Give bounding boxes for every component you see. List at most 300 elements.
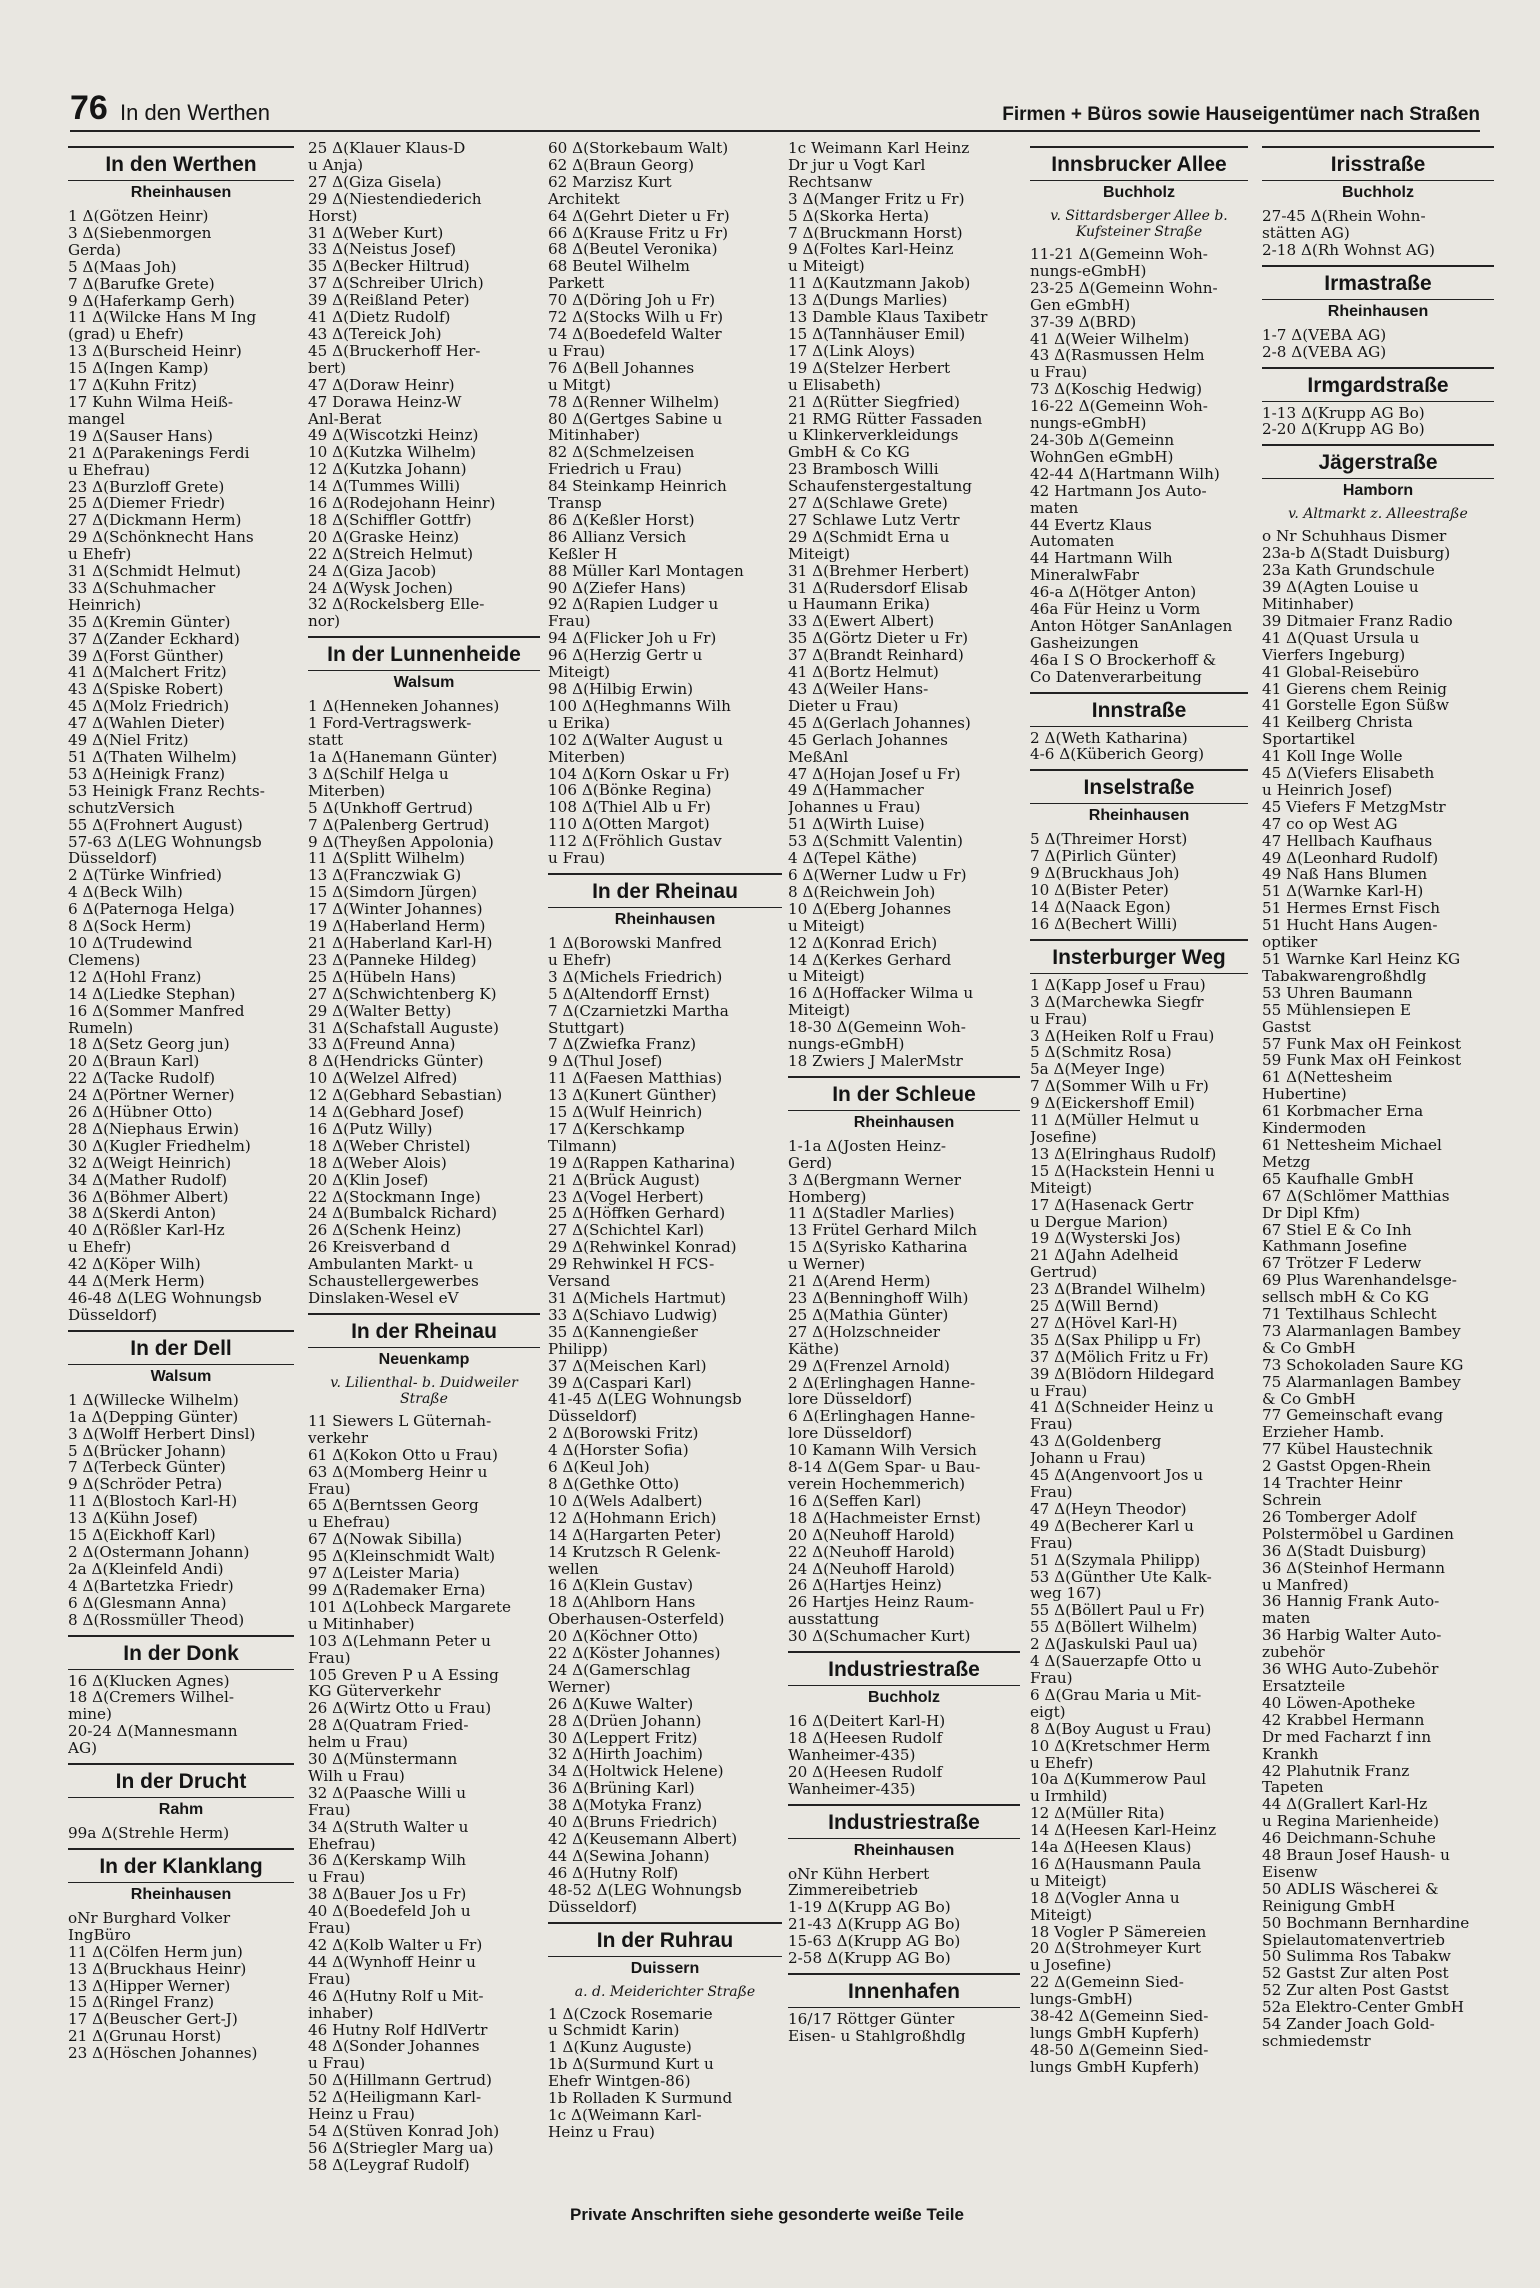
address-entry: 40 Löwen-Apotheke bbox=[1262, 1694, 1416, 1712]
address-entry: 2 Δ(Borowski Fritz) bbox=[548, 1425, 699, 1443]
address-entry: 108 Δ(Thiel Alb u Fr) bbox=[548, 799, 711, 817]
address-entry: 23 Brambosch Willi bbox=[788, 461, 939, 479]
address-entry: Sportartikel bbox=[1262, 731, 1355, 749]
address-entry: 29 Δ(Walter Betty) bbox=[308, 1002, 452, 1020]
address-entry: 95 Δ(Kleinschmidt Walt) bbox=[308, 1548, 496, 1566]
address-entry: Dr med Facharzt f inn bbox=[1262, 1728, 1432, 1746]
address-entry: 47 Dorawa Heinz-W bbox=[308, 393, 462, 411]
address-entry: u Manfred) bbox=[1262, 1576, 1349, 1594]
address-entry: 1 Δ(Willecke Wilhelm) bbox=[68, 1391, 239, 1409]
address-entry: 29 Δ(Schmidt Erna u bbox=[788, 528, 950, 546]
address-entry: 36 Harbig Walter Auto- bbox=[1262, 1627, 1442, 1645]
address-entry: 10 Δ(Kretschmer Herm bbox=[1030, 1737, 1211, 1755]
address-entry: Philipp) bbox=[548, 1340, 608, 1358]
address-entry: 11 Δ(Stadler Marlies) bbox=[788, 1205, 955, 1223]
address-entry: 47 Hellbach Kaufhaus bbox=[1262, 832, 1433, 850]
address-entry: nungs-eGmbH) bbox=[1030, 415, 1147, 432]
address-entry: Krankh bbox=[1262, 1745, 1319, 1763]
address-entry: 18 Δ(Weber Alois) bbox=[308, 1154, 447, 1172]
address-entry: 32 Δ(Paasche Willi u bbox=[308, 1784, 466, 1802]
address-entry: 27 Δ(Dickmann Herm) bbox=[68, 512, 242, 530]
address-entry: 25 Δ(Will Bernd) bbox=[1030, 1298, 1159, 1315]
address-entry: Metzg bbox=[1262, 1153, 1311, 1171]
address-entry: 18 Δ(Cremers Wilhel- bbox=[68, 1689, 235, 1707]
address-entry: 55 Mühlensiepen E bbox=[1262, 1001, 1411, 1019]
address-entry: 18 Δ(Weber Christel) bbox=[308, 1137, 471, 1155]
address-entry: 22 Δ(Neuhoff Harold) bbox=[788, 1543, 955, 1561]
address-entry: 39 Δ(Agten Louise u bbox=[1262, 579, 1419, 596]
address-entry: Frau) bbox=[1030, 1534, 1073, 1552]
address-entry: 5a Δ(Meyer Inge) bbox=[1030, 1061, 1166, 1079]
address-entry: 27 Δ(Giza Gisela) bbox=[308, 173, 442, 191]
address-entry: 3 Δ(Bergmann Werner bbox=[788, 1171, 962, 1189]
address-entry: 13 Δ(Kunert Günther) bbox=[548, 1087, 717, 1105]
address-entry: 5 Δ(Schmitz Rosa) bbox=[1030, 1044, 1172, 1062]
address-entry: 51 Δ(Wirth Luise) bbox=[788, 816, 925, 834]
address-entry: u Frau) bbox=[548, 850, 606, 867]
address-entry: 6 Δ(Keul Joh) bbox=[548, 1459, 650, 1476]
address-entry: 23a Kath Grundschule bbox=[1262, 562, 1435, 580]
address-entry: Reinigung GmbH bbox=[1262, 1897, 1396, 1915]
address-entry: inhaber) bbox=[308, 2004, 374, 2022]
address-entry: 28 Δ(Drüen Johann) bbox=[548, 1712, 702, 1730]
address-entry: 97 Δ(Leister Maria) bbox=[308, 1565, 460, 1582]
address-entry: nungs-eGmbH) bbox=[788, 1036, 905, 1053]
address-entry: 16 Δ(Rodejohann Heinr) bbox=[308, 495, 496, 512]
address-entry: u Miteigt) bbox=[788, 917, 865, 935]
address-entry: 43 Δ(Goldenberg bbox=[1030, 1433, 1162, 1451]
address-entry: Gertrud) bbox=[1030, 1264, 1098, 1282]
address-entry: Automaten bbox=[1030, 533, 1115, 551]
address-entry: 50 Sulimma Ros Tabakw bbox=[1262, 1948, 1451, 1966]
address-entry: 9 Δ(Bruckhaus Joh) bbox=[1030, 865, 1180, 883]
address-entry: 45 Δ(Molz Friedrich) bbox=[68, 698, 230, 716]
address-entry: 10 Δ(Kutzka Wilhelm) bbox=[308, 444, 477, 462]
address-entry: 35 Δ(Becker Hiltrud) bbox=[308, 258, 470, 276]
address-entry: u Ehefrau) bbox=[308, 1514, 391, 1532]
address-entry: 36 WHG Auto-Zubehör bbox=[1262, 1661, 1439, 1678]
address-entry: Anton Hötger SanAnlagen bbox=[1030, 617, 1233, 635]
address-entry: 73 Schokoladen Saure KG bbox=[1262, 1356, 1464, 1374]
address-entry: zubehör bbox=[1262, 1644, 1325, 1662]
address-entry: u Miteigt) bbox=[1030, 1872, 1107, 1890]
address-entry: 31 Δ(Schafstall Auguste) bbox=[308, 1019, 499, 1037]
address-entry: 6 Δ(Werner Ludw u Fr) bbox=[788, 866, 967, 884]
address-entry: 6 Δ(Grau Maria u Mit- bbox=[1030, 1686, 1202, 1704]
address-entry: 99a Δ(Strehle Herm) bbox=[68, 1825, 230, 1842]
address-entry: 16 Δ(Putz Willy) bbox=[308, 1120, 433, 1138]
address-entry: Schaustellergewerbes bbox=[308, 1273, 479, 1290]
address-entry: 41 Gierens chem Reinig bbox=[1262, 680, 1447, 698]
address-entry: 15 Δ(Tannhäuser Emil) bbox=[788, 325, 966, 343]
address-entry: 86 Δ(Keßler Horst) bbox=[548, 511, 695, 529]
address-entry: 47 co op West AG bbox=[1262, 815, 1398, 833]
address-entry: 41 Δ(Malchert Fritz) bbox=[68, 664, 227, 682]
address-entry: u Dergue Marion) bbox=[1030, 1213, 1168, 1231]
street-heading: Insterburger Weg bbox=[1030, 939, 1248, 974]
address-entry: 33 Δ(Freund Anna) bbox=[308, 1036, 456, 1054]
address-entry: u Irmhild) bbox=[1030, 1788, 1108, 1806]
address-entry: lungs GmbH Kupferh) bbox=[1030, 2025, 1200, 2042]
address-entry: 27 Δ(Schichtel Karl) bbox=[548, 1222, 705, 1240]
address-entry: 41 Δ(Dietz Rudolf) bbox=[308, 309, 451, 326]
address-entry: 16 Δ(Deitert Karl-H) bbox=[788, 1713, 946, 1730]
address-entry: 13 Frütel Gerhard Milch bbox=[788, 1222, 978, 1240]
address-entry: verein Hochemmerich) bbox=[788, 1475, 966, 1493]
address-entry: 41 Koll Inge Wolle bbox=[1262, 748, 1403, 766]
address-entry: 36 Δ(Steinhof Hermann bbox=[1262, 1559, 1446, 1577]
address-entry: 68 Δ(Beutel Veronika) bbox=[548, 241, 718, 259]
address-entry: 17 Δ(Kuhn Fritz) bbox=[68, 377, 197, 394]
address-entry: lore Düsseldorf) bbox=[788, 1391, 913, 1409]
address-entry: 73 Alarmanlagen Bambey bbox=[1262, 1322, 1461, 1340]
street-heading: Irmastraße bbox=[1262, 265, 1494, 300]
address-entry: Eisen- u Stahlgroßhdlg bbox=[788, 2027, 966, 2045]
address-entry: 13 Δ(Dungs Marlies) bbox=[788, 292, 948, 310]
address-entry: 55 Δ(Frohnert August) bbox=[68, 816, 243, 834]
address-entry: 46 Hutny Rolf HdlVertr bbox=[308, 2021, 488, 2039]
address-entry: 52 Zur alten Post Gastst bbox=[1262, 1982, 1449, 2000]
address-entry: 16 Δ(Bechert Willi) bbox=[1030, 915, 1178, 933]
address-entry: 1b Rolladen K Surmund bbox=[548, 2090, 733, 2107]
address-entry: KG Güterverkehr bbox=[308, 1683, 441, 1701]
address-entry: Vierfers Ingeburg) bbox=[1262, 646, 1406, 664]
address-entry: 14 Δ(Heesen Karl-Heinz bbox=[1030, 1822, 1217, 1840]
street-heading: In der Lunnenheide bbox=[308, 636, 540, 671]
address-entry: Käthe) bbox=[788, 1340, 840, 1358]
address-entry: 99 Δ(Rademaker Erna) bbox=[308, 1581, 486, 1599]
address-entry: 20 Δ(Heesen Rudolf bbox=[788, 1763, 943, 1781]
address-entry: 49 Δ(Niel Fritz) bbox=[68, 732, 189, 749]
address-entry: 27 Δ(Schwichtenberg K) bbox=[308, 985, 497, 1003]
address-entry: 53 Uhren Baumann bbox=[1262, 984, 1413, 1002]
address-entry: 15 Δ(Eickhoff Karl) bbox=[68, 1527, 216, 1544]
address-entry: Frau) bbox=[1030, 1484, 1073, 1501]
address-entry: Oberhausen-Osterfeld) bbox=[548, 1611, 725, 1629]
address-entry: eigt) bbox=[1030, 1703, 1066, 1721]
address-entry: Gasheizungen bbox=[1030, 634, 1139, 652]
address-entry: Versand bbox=[548, 1273, 611, 1290]
address-entry: 26 Δ(Kuwe Walter) bbox=[548, 1695, 694, 1713]
address-entry: 77 Gemeinschaft evang bbox=[1262, 1407, 1444, 1425]
address-entry: 22 Δ(Streich Helmut) bbox=[308, 545, 474, 563]
address-entry: 2a Δ(Kleinfeld Andi) bbox=[68, 1560, 224, 1578]
address-entry: 6 Δ(Paternoga Helga) bbox=[68, 901, 235, 919]
address-entry: 24 Δ(Pörtner Werner) bbox=[68, 1087, 235, 1105]
address-entry: 62 Marzisz Kurt bbox=[548, 173, 672, 191]
address-entry: 20 Δ(Strohmeyer Kurt bbox=[1030, 1940, 1201, 1958]
address-entry: 42 Krabbel Hermann bbox=[1262, 1711, 1425, 1729]
address-entry: maten bbox=[1030, 499, 1079, 517]
address-entry: oNr Burghard Volker bbox=[68, 1909, 231, 1927]
address-entry: Miteigt) bbox=[788, 545, 851, 563]
address-entry: 11 Δ(Cölfen Herm jun) bbox=[68, 1943, 243, 1961]
address-entry: 49 Δ(Hammacher bbox=[788, 782, 924, 800]
address-entry: 35 Δ(Kannengießer bbox=[548, 1323, 698, 1341]
address-entry: 61 Δ(Kokon Otto u Frau) bbox=[308, 1446, 498, 1464]
street-range-note: a. d. Meiderichter Straße bbox=[574, 1983, 756, 2000]
address-entry: u Miteigt) bbox=[788, 258, 865, 276]
district-label: Buchholz bbox=[1342, 184, 1414, 201]
address-entry: 18-30 Δ(Gemeinn Woh- bbox=[788, 1019, 966, 1037]
address-entry: 37 Δ(Meischen Karl) bbox=[548, 1357, 707, 1375]
address-entry: Johannes u Frau) bbox=[788, 799, 921, 817]
address-entry: 8 Δ(Boy August u Frau) bbox=[1030, 1720, 1212, 1738]
address-entry: 20 Δ(Graske Heinz) bbox=[308, 528, 460, 546]
address-entry: Dr Dipl Kfm) bbox=[1262, 1204, 1360, 1222]
address-entry: ausstattung bbox=[788, 1611, 880, 1629]
address-entry: u Ehefrau) bbox=[68, 461, 151, 479]
address-entry: 3 Δ(Siebenmorgen bbox=[68, 224, 212, 242]
address-entry: nungs-eGmbH) bbox=[1030, 262, 1147, 280]
address-entry: 47 Δ(Heyn Theodor) bbox=[1030, 1500, 1187, 1518]
address-entry: Frau) bbox=[308, 1970, 351, 1988]
address-entry: 26 Tomberger Adolf bbox=[1262, 1508, 1416, 1526]
address-entry: 14 Δ(Naack Egon) bbox=[1030, 899, 1171, 916]
address-entry: 25 Δ(Diemer Friedr) bbox=[68, 495, 226, 513]
address-entry: 17 Δ(Kerschkamp bbox=[548, 1120, 685, 1138]
address-entry: u Klinkerverkleidungs bbox=[788, 427, 959, 445]
address-entry: 44 Δ(Merk Herm) bbox=[68, 1273, 205, 1290]
address-entry: 2-20 Δ(Krupp AG Bo) bbox=[1262, 421, 1425, 439]
address-entry: Heinz u Frau) bbox=[308, 2106, 415, 2123]
address-entry: 9 Δ(Schröder Petra) bbox=[68, 1476, 223, 1494]
address-entry: schmiedemstr bbox=[1262, 2033, 1371, 2050]
address-entry: 45 Gerlach Johannes bbox=[788, 731, 948, 749]
address-entry: Tabakwarengroßhdlg bbox=[1262, 967, 1427, 985]
address-entry: 3 Δ(Marchewka Siegfr bbox=[1030, 993, 1204, 1011]
address-entry: 10 Kamann Wilh Versich bbox=[788, 1442, 977, 1460]
address-entry: u Haumann Erika) bbox=[788, 596, 930, 614]
street-heading: In der Klanklang bbox=[68, 1848, 294, 1883]
address-entry: Mitinhaber) bbox=[548, 427, 640, 445]
address-entry: Kathmann Josefine bbox=[1262, 1238, 1408, 1256]
address-entry: 27-45 Δ(Rhein Wohn- bbox=[1262, 208, 1426, 225]
address-entry: 19 Δ(Rappen Katharina) bbox=[548, 1154, 736, 1172]
district-label: Rheinhausen bbox=[1327, 302, 1429, 320]
address-entry: Schrein bbox=[1262, 1492, 1322, 1509]
address-entry: 102 Δ(Walter August u bbox=[548, 731, 723, 749]
address-entry: 74 Δ(Boedefeld Walter bbox=[548, 325, 722, 343]
address-entry: 42 Δ(Kolb Walter u Fr) bbox=[308, 1937, 483, 1954]
address-entry: stätten AG) bbox=[1262, 224, 1350, 242]
address-entry: 62 Δ(Braun Georg) bbox=[548, 156, 695, 174]
address-entry: 1-19 Δ(Krupp AG Bo) bbox=[788, 1899, 951, 1917]
address-entry: 24 Δ(Neuhoff Harold) bbox=[788, 1560, 955, 1578]
address-entry: 100 Δ(Heghmanns Wilh bbox=[548, 697, 731, 715]
address-entry: Mitinhaber) bbox=[1262, 595, 1354, 613]
address-entry: 23 Δ(Höschen Johannes) bbox=[68, 2045, 258, 2063]
address-entry: Düsseldorf) bbox=[548, 1408, 638, 1426]
district-label: Walsum bbox=[150, 1367, 212, 1385]
column-3 bbox=[548, 140, 782, 2141]
address-entry: 1 Δ(Kunz Auguste) bbox=[548, 2039, 692, 2057]
address-entry: 16-22 Δ(Gemeinn Woh- bbox=[1030, 398, 1208, 416]
address-entry: 72 Δ(Stocks Wilh u Fr) bbox=[548, 309, 724, 326]
address-entry: 63 Δ(Momberg Heinr u bbox=[308, 1463, 488, 1481]
address-entry: Werner) bbox=[548, 1678, 611, 1696]
address-entry: u Regina Marienheide) bbox=[1262, 1813, 1440, 1831]
address-entry: 67 Δ(Nowak Sibilla) bbox=[308, 1531, 463, 1549]
address-entry: u Ehefr) bbox=[68, 1239, 132, 1257]
address-entry: lungs-GmbH) bbox=[1030, 1991, 1133, 2009]
address-entry: 26 Δ(Hartjes Heinz) bbox=[788, 1577, 942, 1595]
address-entry: 23a-b Δ(Stadt Duisburg) bbox=[1262, 545, 1451, 563]
address-entry: 67 Δ(Schlömer Matthias bbox=[1262, 1187, 1450, 1205]
address-entry: u Ehefr) bbox=[68, 546, 132, 564]
address-entry: Tapeten bbox=[1262, 1779, 1324, 1797]
address-entry: 2 Δ(Jaskulski Paul ua) bbox=[1030, 1636, 1198, 1654]
address-entry: 1b Δ(Surmund Kurt u bbox=[548, 2056, 714, 2074]
address-entry: 90 Δ(Ziefer Hans) bbox=[548, 579, 686, 597]
address-entry: Gerd) bbox=[788, 1154, 833, 1172]
address-entry: 68 Beutel Wilhelm bbox=[548, 258, 690, 276]
address-entry: 48 Braun Josef Haush- u bbox=[1262, 1847, 1450, 1864]
address-entry: & Co GmbH bbox=[1262, 1339, 1356, 1357]
address-entry: u Mitgt) bbox=[548, 376, 611, 394]
address-entry: 10 Δ(Trudewind bbox=[68, 934, 193, 952]
address-entry: 15 Δ(Ingen Kamp) bbox=[68, 360, 209, 378]
address-entry: 16 Δ(Klein Gustav) bbox=[548, 1577, 694, 1595]
page-header bbox=[70, 86, 1480, 132]
address-entry: 34 Δ(Holtwick Helene) bbox=[548, 1763, 724, 1781]
address-entry: 41 Δ(Bortz Helmut) bbox=[788, 664, 939, 681]
header-right-title: Firmen + Büros sowie Hauseigentümer nach Straßen bbox=[1002, 104, 1480, 125]
address-entry: 13 Δ(Elringhaus Rudolf) bbox=[1030, 1145, 1217, 1163]
address-entry: Rumeln) bbox=[68, 1019, 134, 1037]
address-entry: Miterben) bbox=[308, 782, 386, 800]
address-entry: 40 Δ(Bruns Friedrich) bbox=[548, 1814, 718, 1831]
address-entry: 37 Δ(Brandt Reinhard) bbox=[788, 647, 964, 665]
address-entry: 52 Δ(Heiligmann Karl- bbox=[308, 2089, 482, 2107]
address-entry: 38 Δ(Skerdi Anton) bbox=[68, 1205, 217, 1223]
address-entry: 34 Δ(Struth Walter u bbox=[308, 1818, 469, 1836]
address-entry: 54 Δ(Stüven Konrad Joh) bbox=[308, 2122, 500, 2140]
address-entry: 46-a Δ(Hötger Anton) bbox=[1030, 584, 1197, 602]
address-entry: 27 Schlawe Lutz Vertr bbox=[788, 511, 960, 529]
address-entry: 13 Δ(Hipper Werner) bbox=[68, 1977, 231, 1995]
address-entry: 11 Δ(Blostoch Karl-H) bbox=[68, 1493, 238, 1511]
address-entry: u Frau) bbox=[308, 1869, 366, 1887]
address-entry: 26 Δ(Schenk Heinz) bbox=[308, 1222, 462, 1240]
address-entry: 18 Δ(Schiffler Gottfr) bbox=[308, 511, 472, 529]
address-entry: 37 Δ(Schreiber Ulrich) bbox=[308, 275, 484, 293]
address-entry: 36 Δ(Kerskamp Wilh bbox=[308, 1852, 467, 1870]
address-entry: 9 Δ(Theyßen Appolonia) bbox=[308, 833, 494, 851]
address-entry: 12 Δ(Gebhard Sebastian) bbox=[308, 1087, 503, 1105]
address-entry: 3 Δ(Wolff Herbert Dinsl) bbox=[68, 1425, 256, 1443]
address-entry: 53 Heinigk Franz Rechts- bbox=[68, 782, 265, 800]
address-entry: 2-58 Δ(Krupp AG Bo) bbox=[788, 1950, 951, 1967]
address-entry: Gen eGmbH) bbox=[1030, 296, 1131, 314]
address-entry: 14 Δ(Gebhard Josef) bbox=[308, 1104, 465, 1121]
address-entry: 32 Δ(Weigt Heinrich) bbox=[68, 1154, 232, 1172]
address-entry: & Co GmbH bbox=[1262, 1390, 1356, 1408]
address-entry: maten bbox=[1262, 1610, 1311, 1628]
address-entry: 18 Δ(Heesen Rudolf bbox=[788, 1729, 943, 1747]
address-entry: 54 Zander Joach Gold- bbox=[1262, 2016, 1435, 2033]
street-heading: In der Dell bbox=[68, 1330, 294, 1365]
address-entry: 41 Global-Reisebüro bbox=[1262, 663, 1420, 681]
address-entry: 40 Δ(Rößler Karl-Hz bbox=[68, 1222, 225, 1240]
address-entry: Co Datenverarbeitung bbox=[1030, 668, 1202, 686]
address-entry: Miteigt) bbox=[1030, 1179, 1093, 1197]
address-entry: 1 Δ(Götzen Heinr) bbox=[68, 208, 209, 225]
address-entry: 39 Δ(Caspari Karl) bbox=[548, 1374, 692, 1392]
address-entry: MineralwFabr bbox=[1030, 567, 1139, 585]
address-entry: MeßAnl bbox=[788, 748, 849, 766]
address-entry: 16/17 Röttger Günter bbox=[788, 2011, 955, 2028]
address-entry: 7 Δ(Zwiefka Franz) bbox=[548, 1036, 697, 1054]
address-entry: 24 Δ(Wysk Jochen) bbox=[308, 579, 453, 597]
street-heading: Industriestraße bbox=[788, 1651, 1020, 1686]
address-entry: Miteigt) bbox=[548, 664, 611, 681]
address-entry: 31 Δ(Brehmer Herbert) bbox=[788, 562, 970, 580]
address-entry: 51 Δ(Warnke Karl-H) bbox=[1262, 883, 1424, 901]
address-entry: 26 Δ(Wirtz Otto u Frau) bbox=[308, 1700, 492, 1718]
address-entry: 96 Δ(Herzig Gertr u bbox=[548, 647, 703, 665]
address-entry: 29 Δ(Frenzel Arnold) bbox=[788, 1357, 950, 1375]
address-entry: Transp bbox=[548, 495, 602, 512]
address-entry: 18 Δ(Vogler Anna u bbox=[1030, 1889, 1180, 1907]
address-entry: Josefine) bbox=[1030, 1128, 1097, 1146]
address-entry: 56 Δ(Striegler Marg ua) bbox=[308, 2139, 494, 2157]
address-entry: 13 Δ(Burscheid Heinr) bbox=[68, 343, 242, 361]
address-entry: 1 Δ(Borowski Manfred bbox=[548, 934, 722, 952]
address-entry: u Schmidt Karin) bbox=[548, 2022, 680, 2040]
address-entry: 61 Korbmacher Erna bbox=[1262, 1103, 1424, 1121]
address-entry: weg 167) bbox=[1030, 1585, 1102, 1603]
address-entry: 23 Δ(Burzloff Grete) bbox=[68, 478, 225, 496]
address-entry: 15-63 Δ(Krupp AG Bo) bbox=[788, 1933, 961, 1951]
district-label: Rheinhausen bbox=[853, 1113, 955, 1131]
street-heading: Industriestraße bbox=[788, 1804, 1020, 1839]
address-entry: 22 Δ(Stockmann Inge) bbox=[308, 1188, 481, 1206]
address-entry: 1-13 Δ(Krupp AG Bo) bbox=[1262, 404, 1425, 422]
address-entry: 46 Deichmann-Schuhe bbox=[1262, 1830, 1436, 1848]
address-entry: 77 Kübel Haustechnik bbox=[1262, 1441, 1433, 1459]
address-entry: 26 Kreisverband d bbox=[308, 1239, 451, 1257]
address-entry: 14 Δ(Tummes Willi) bbox=[308, 478, 461, 496]
address-entry: 21 Δ(Haberland Karl-H) bbox=[308, 934, 493, 952]
address-entry: 59 Funk Max oH Feinkost bbox=[1262, 1052, 1462, 1070]
address-entry: 4 Δ(Horster Sofia) bbox=[548, 1442, 689, 1460]
address-entry: Miterben) bbox=[548, 748, 626, 766]
address-entry: 51 Warnke Karl Heinz KG bbox=[1262, 951, 1461, 968]
address-entry: 17 Kuhn Wilma Heiß- bbox=[68, 393, 234, 411]
address-entry: 6 Δ(Erlinghagen Hanne- bbox=[788, 1408, 976, 1426]
address-entry: 11 Δ(Splitt Wilhelm) bbox=[308, 850, 465, 868]
address-entry: 38 Δ(Motyka Franz) bbox=[548, 1797, 703, 1815]
street-heading: In der Drucht bbox=[68, 1763, 294, 1798]
address-entry: 9 Δ(Foltes Karl-Heinz bbox=[788, 241, 954, 259]
address-entry: 31 Δ(Weber Kurt) bbox=[308, 224, 444, 242]
street-heading: In der Rheinau bbox=[548, 873, 782, 908]
address-entry: 49 Δ(Leonhard Rudolf) bbox=[1262, 849, 1439, 867]
street-range-note: v. Lilienthal- b. Duidweiler Straße bbox=[330, 1374, 518, 1407]
address-entry: 46 Δ(Hutny Rolf u Mit- bbox=[308, 1987, 484, 2005]
address-entry: optiker bbox=[1262, 934, 1318, 951]
address-entry: 13 Δ(Kühn Josef) bbox=[68, 1510, 198, 1528]
address-entry: Clemens) bbox=[68, 951, 141, 969]
address-entry: 5 Δ(Skorka Herta) bbox=[788, 207, 930, 225]
address-entry: 2 Gastst Opgen-Rhein bbox=[1262, 1458, 1431, 1476]
address-entry: 27 Δ(Hövel Karl-H) bbox=[1030, 1314, 1178, 1332]
address-entry: 7 Δ(Terbeck Günter) bbox=[68, 1459, 226, 1477]
address-entry: 36 Δ(Brüning Karl) bbox=[548, 1780, 695, 1798]
address-entry: 24 Δ(Giza Jacob) bbox=[308, 562, 437, 580]
address-entry: u Miteigt) bbox=[788, 968, 865, 986]
